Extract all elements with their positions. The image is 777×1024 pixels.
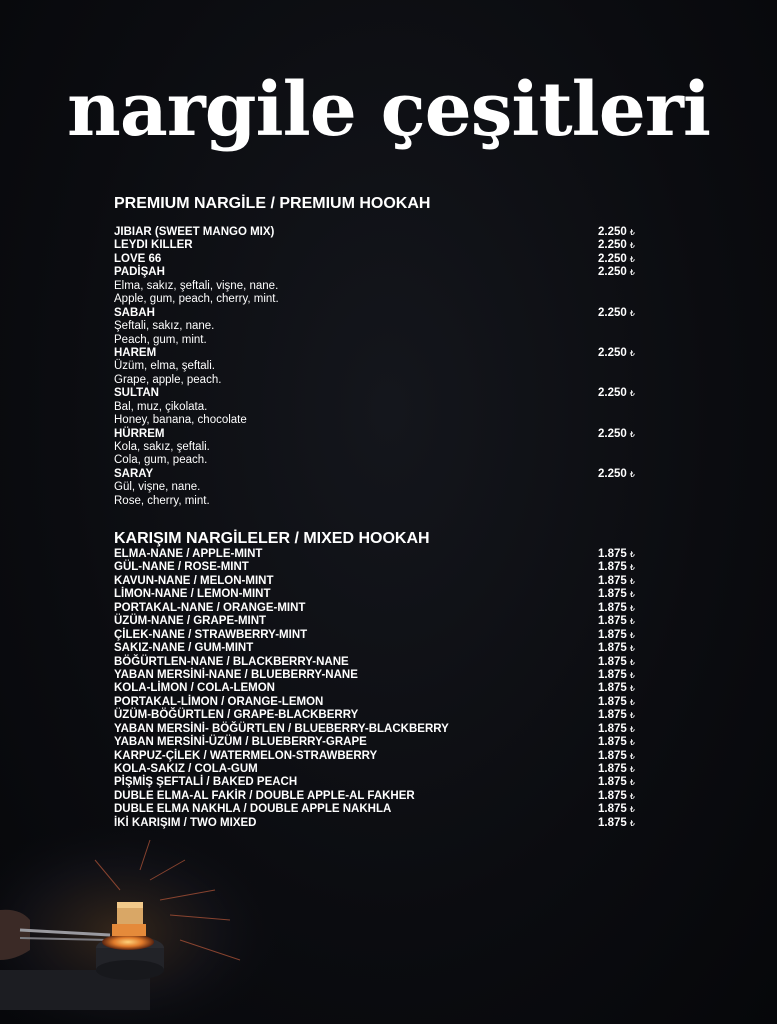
lira-currency-icon: ₺	[629, 751, 635, 761]
mixed-row	[114, 615, 644, 628]
premium-row	[114, 468, 644, 481]
price-value: 1.875	[598, 628, 627, 641]
price-value: 2.250	[598, 226, 627, 238]
premium-row	[114, 441, 644, 454]
mixed-hookah-list	[114, 548, 644, 830]
price-value: 1.875	[598, 642, 627, 655]
mixed-item-name: ÇİLEK-NANE / STRAWBERRY-MINT	[114, 628, 308, 641]
price-value: 1.875	[598, 763, 627, 775]
lira-currency-icon: ₺	[629, 711, 635, 721]
lira-currency-icon: ₺	[629, 818, 635, 828]
premium-item-name: LEYDI KILLER	[114, 239, 193, 252]
page-title: nargile çeşitleri	[67, 67, 710, 153]
mixed-item-price	[598, 776, 635, 789]
premium-section-heading: PREMIUM NARGİLE / PREMIUM HOOKAH	[114, 195, 431, 212]
mixed-row	[114, 736, 644, 749]
premium-item-name: Elma, sakız, şeftali, vişne, nane.	[114, 279, 279, 292]
mixed-item-price	[598, 763, 635, 776]
price-value: 2.250	[598, 467, 627, 480]
premium-item-price	[598, 239, 635, 252]
premium-item-name: SARAY	[114, 467, 154, 480]
mixed-row	[114, 629, 644, 642]
mixed-row	[114, 588, 644, 601]
premium-item-price	[598, 347, 635, 360]
premium-item-price	[598, 307, 635, 320]
lira-currency-icon: ₺	[629, 563, 635, 573]
premium-item-name: Gül, vişne, nane.	[114, 481, 201, 494]
premium-item-name: SULTAN	[114, 387, 159, 400]
lira-currency-icon: ₺	[629, 429, 635, 439]
premium-row	[114, 320, 644, 333]
price-value: 2.250	[598, 306, 627, 319]
price-value: 1.875	[598, 803, 627, 816]
premium-row	[114, 307, 644, 320]
mixed-row	[114, 803, 644, 816]
mixed-item-name: ÜZÜM-NANE / GRAPE-MINT	[114, 615, 267, 628]
mixed-item-name: DUBLE ELMA NAKHLA / DOUBLE APPLE NAKHLA	[114, 803, 392, 816]
lira-currency-icon: ₺	[629, 228, 635, 237]
mixed-item-price	[598, 629, 635, 642]
premium-row	[114, 226, 644, 239]
mixed-item-name: KAVUN-NANE / MELON-MINT	[114, 574, 274, 587]
price-value: 1.875	[598, 736, 627, 749]
premium-row	[114, 253, 644, 266]
premium-item-name: Apple, gum, peach, cherry, mint.	[114, 293, 279, 306]
mixed-item-price	[598, 656, 635, 669]
premium-item-name: Honey, banana, chocolate	[114, 414, 247, 427]
lira-currency-icon: ₺	[629, 805, 635, 815]
mixed-row	[114, 723, 644, 736]
mixed-item-price	[598, 602, 635, 615]
premium-row	[114, 334, 644, 347]
mixed-row	[114, 763, 644, 776]
mixed-row	[114, 656, 644, 669]
premium-row	[114, 428, 644, 441]
lira-currency-icon: ₺	[629, 670, 635, 680]
premium-item-name: Şeftali, sakız, nane.	[114, 320, 215, 333]
price-value: 1.875	[598, 668, 627, 681]
mixed-item-name: PORTAKAL-NANE / ORANGE-MINT	[114, 601, 306, 614]
price-value: 1.875	[598, 561, 627, 574]
mixed-item-price	[598, 642, 635, 655]
mixed-item-price	[598, 548, 635, 561]
premium-item-name: PADİŞAH	[114, 266, 165, 279]
price-value: 1.875	[598, 816, 627, 829]
lira-currency-icon: ₺	[629, 617, 635, 627]
price-value: 1.875	[598, 776, 627, 789]
mixed-row	[114, 790, 644, 803]
mixed-item-price	[598, 615, 635, 628]
mixed-item-price	[598, 696, 635, 709]
lira-currency-icon: ₺	[629, 778, 635, 788]
premium-row	[114, 239, 644, 252]
lira-currency-icon: ₺	[629, 348, 635, 358]
mixed-item-name: GÜL-NANE / ROSE-MINT	[114, 561, 249, 574]
lira-currency-icon: ₺	[629, 550, 635, 559]
price-value: 2.250	[598, 239, 627, 252]
premium-row	[114, 387, 644, 400]
mixed-item-name: BÖĞÜRTLEN-NANE / BLACKBERRY-NANE	[114, 655, 349, 668]
mixed-item-name: YABAN MERSİNİ-ÜZÜM / BLUEBERRY-GRAPE	[114, 736, 367, 749]
lira-currency-icon: ₺	[629, 630, 635, 640]
premium-item-price	[598, 226, 635, 239]
premium-item-name: HÜRREM	[114, 427, 165, 440]
premium-item-price	[598, 428, 635, 441]
mixed-item-price	[598, 575, 635, 588]
mixed-item-name: YABAN MERSİNİ-NANE / BLUEBERRY-NANE	[114, 668, 358, 681]
mixed-item-name: KARPUZ-ÇİLEK / WATERMELON-STRAWBERRY	[114, 749, 378, 762]
mixed-item-name: YABAN MERSİNİ- BÖĞÜRTLEN / BLUEBERRY-BLACKBERRY	[114, 722, 449, 735]
mixed-row	[114, 776, 644, 789]
premium-row	[114, 293, 644, 306]
premium-row	[114, 266, 644, 279]
price-value: 2.250	[598, 266, 627, 279]
mixed-item-price	[598, 588, 635, 601]
lira-currency-icon: ₺	[629, 657, 635, 667]
premium-item-name: JIBIAR (SWEET MANGO MIX)	[114, 226, 275, 238]
mixed-row	[114, 561, 644, 574]
lira-currency-icon: ₺	[629, 724, 635, 734]
mixed-row	[114, 750, 644, 763]
mixed-row	[114, 682, 644, 695]
premium-row	[114, 360, 644, 373]
mixed-section-heading: KARIŞIM NARGİLELER / MIXED HOOKAH	[114, 530, 430, 547]
price-value: 1.875	[598, 789, 627, 802]
mixed-item-name: KOLA-SAKIZ / COLA-GUM	[114, 763, 258, 775]
hookah-coal-bowl-photo	[0, 820, 300, 1024]
mixed-item-price	[598, 817, 635, 830]
price-value: 1.875	[598, 709, 627, 722]
lira-currency-icon: ₺	[629, 254, 635, 264]
lira-currency-icon: ₺	[629, 791, 635, 801]
price-value: 1.875	[598, 588, 627, 601]
price-value: 2.250	[598, 427, 627, 440]
lira-currency-icon: ₺	[629, 241, 635, 251]
mixed-item-name: LİMON-NANE / LEMON-MINT	[114, 588, 271, 601]
price-value: 1.875	[598, 615, 627, 628]
premium-row	[114, 347, 644, 360]
lira-currency-icon: ₺	[629, 738, 635, 748]
mixed-row	[114, 709, 644, 722]
lira-currency-icon: ₺	[629, 697, 635, 707]
premium-item-name: SABAH	[114, 306, 155, 319]
price-value: 2.250	[598, 387, 627, 400]
lira-currency-icon: ₺	[629, 684, 635, 694]
mixed-row	[114, 696, 644, 709]
price-value: 1.875	[598, 548, 627, 560]
price-value: 1.875	[598, 695, 627, 708]
lira-currency-icon: ₺	[629, 590, 635, 600]
premium-item-name: Üzüm, elma, şeftali.	[114, 360, 215, 373]
mixed-item-name: PİŞMİŞ ŞEFTALİ / BAKED PEACH	[114, 776, 298, 789]
price-value: 1.875	[598, 655, 627, 668]
premium-hookah-list	[114, 226, 644, 508]
price-value: 2.250	[598, 252, 627, 265]
mixed-item-name: SAKIZ-NANE / GUM-MINT	[114, 642, 254, 655]
premium-item-name: Bal, muz, çikolata.	[114, 400, 208, 413]
price-value: 1.875	[598, 722, 627, 735]
price-value: 1.875	[598, 682, 627, 695]
premium-item-name: HAREM	[114, 346, 157, 359]
mixed-row	[114, 642, 644, 655]
lira-currency-icon: ₺	[629, 576, 635, 586]
premium-row	[114, 454, 644, 467]
mixed-item-price	[598, 803, 635, 816]
premium-item-price	[598, 253, 635, 266]
lira-currency-icon: ₺	[629, 268, 635, 278]
premium-row	[114, 481, 644, 494]
mixed-item-name: ELMA-NANE / APPLE-MINT	[114, 548, 263, 560]
mixed-item-price	[598, 790, 635, 803]
price-value: 1.875	[598, 574, 627, 587]
mixed-item-price	[598, 561, 635, 574]
mixed-item-price	[598, 709, 635, 722]
mixed-item-price	[598, 736, 635, 749]
mixed-item-price	[598, 723, 635, 736]
premium-row	[114, 280, 644, 293]
lira-currency-icon: ₺	[629, 603, 635, 613]
premium-row	[114, 495, 644, 508]
price-value: 1.875	[598, 601, 627, 614]
premium-item-name: Cola, gum, peach.	[114, 454, 208, 467]
premium-item-name: LOVE 66	[114, 252, 162, 265]
premium-item-name: Rose, cherry, mint.	[114, 494, 210, 507]
lira-currency-icon: ₺	[629, 469, 635, 479]
mixed-item-name: PORTAKAL-LİMON / ORANGE-LEMON	[114, 695, 324, 708]
mixed-item-name: KOLA-LİMON / COLA-LEMON	[114, 682, 275, 695]
premium-row	[114, 401, 644, 414]
premium-item-name: Peach, gum, mint.	[114, 333, 207, 346]
premium-row	[114, 414, 644, 427]
mixed-item-price	[598, 669, 635, 682]
mixed-row	[114, 669, 644, 682]
mixed-row	[114, 602, 644, 615]
mixed-row	[114, 548, 644, 561]
premium-item-name: Kola, sakız, şeftali.	[114, 441, 210, 453]
mixed-item-price	[598, 682, 635, 695]
premium-row	[114, 374, 644, 387]
price-value: 1.875	[598, 749, 627, 762]
premium-item-price	[598, 266, 635, 279]
mixed-row	[114, 575, 644, 588]
lira-currency-icon: ₺	[629, 389, 635, 399]
mixed-item-name: ÜZÜM-BÖĞÜRTLEN / GRAPE-BLACKBERRY	[114, 709, 359, 722]
lira-currency-icon: ₺	[629, 308, 635, 318]
price-value: 2.250	[598, 346, 627, 359]
mixed-item-name: DUBLE ELMA-AL FAKİR / DOUBLE APPLE-AL FAKHER	[114, 789, 415, 802]
premium-item-price	[598, 387, 635, 400]
lira-currency-icon: ₺	[629, 644, 635, 654]
premium-item-name: Grape, apple, peach.	[114, 373, 222, 386]
premium-item-price	[598, 468, 635, 481]
mixed-item-price	[598, 750, 635, 763]
lira-currency-icon: ₺	[629, 765, 635, 774]
